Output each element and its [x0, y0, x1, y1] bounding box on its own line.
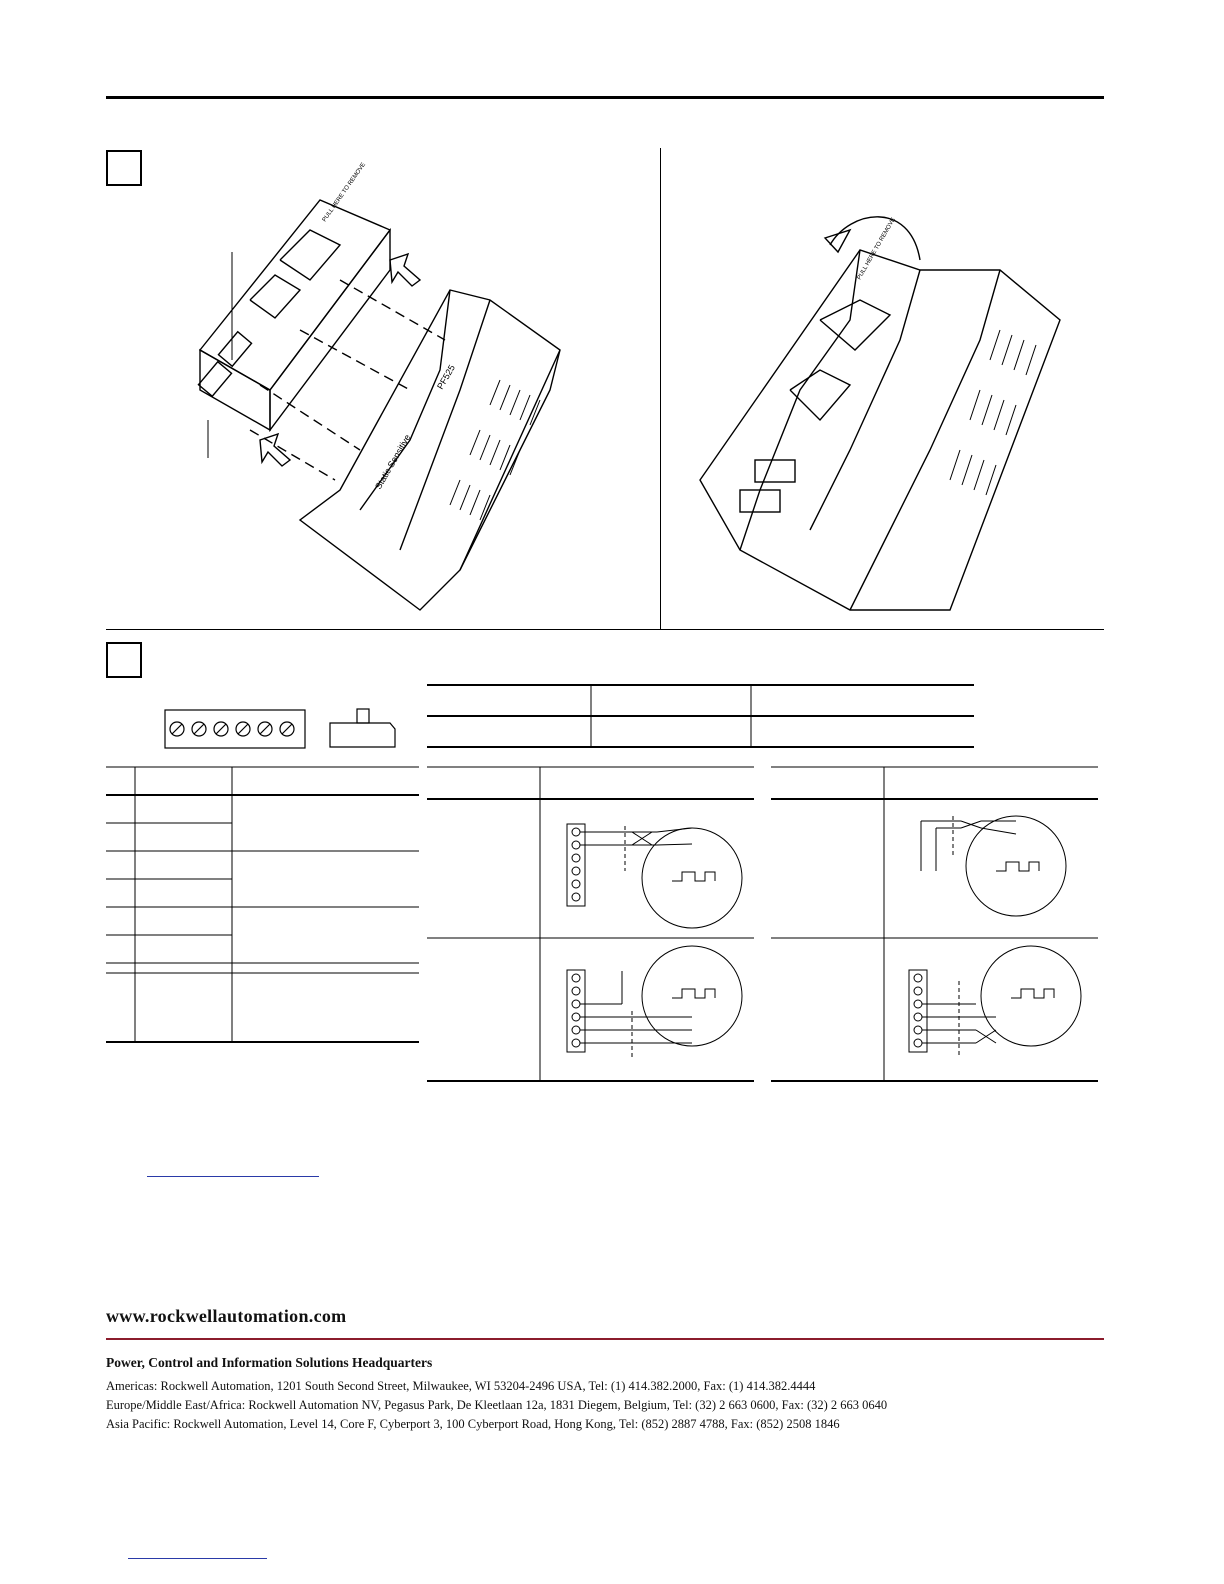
- module-rotate-illustration: [700, 190, 1080, 630]
- footer-link-underline[interactable]: [128, 1558, 267, 1559]
- footer-hq-title: Power, Control and Information Solutions Headquarters: [106, 1355, 433, 1370]
- step-1-box: [106, 150, 142, 186]
- module-install-illustration: [160, 161, 600, 630]
- drive-label: PF525: [435, 363, 457, 391]
- header-rule: [106, 96, 1104, 99]
- wiring-table-right: [771, 766, 1101, 1084]
- footer-emea: Europe/Middle East/Africa: Rockwell Automation NV, Pegasus Park, De Kleetlaan 12a, 1831 Diegem, Belgium, Tel: (32) 2 663 0600, Fax: (32) 2 663 0640: [106, 1398, 888, 1412]
- module-pull-label: PULL HERE TO REMOVE: [321, 161, 368, 224]
- footer-americas: Americas: Rockwell Automation, 1201 South Second Street, Milwaukee, WI 53204-2496 USA, Tel: (1) 414.382.2000, Fax: (1) 414.382.4444: [106, 1379, 816, 1393]
- illustration-divider: [660, 148, 661, 630]
- footer-website[interactable]: www.rockwellautomation.com: [106, 1306, 347, 1326]
- step-2-box: [106, 642, 142, 678]
- config-table-top: [427, 684, 975, 750]
- footer-apac: Asia Pacific: Rockwell Automation, Level 14, Core F, Cyberport 3, 100 Cyberport Road, Hong Kong, Tel: (852) 2887 4788, Fax: (852) 2508 1846: [106, 1417, 840, 1431]
- body-link-underline[interactable]: [147, 1176, 319, 1177]
- terminal-table: [106, 766, 420, 1046]
- terminal-block-illustration: [165, 705, 405, 750]
- footer-rule: [106, 1338, 1104, 1340]
- wiring-table-middle: [427, 766, 757, 1084]
- static-sensitive-label: Static Sensitive: [373, 432, 413, 491]
- module-pull-label-2: PULL HERE TO REMOVE: [856, 216, 898, 281]
